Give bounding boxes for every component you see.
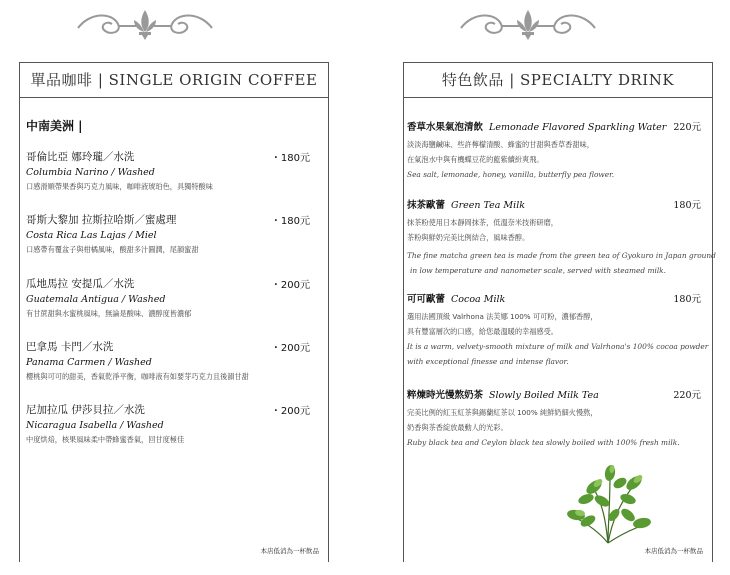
- coffee-price: ・200元: [270, 406, 310, 417]
- coffee-name: 哥倫比亞 娜玲瓏／水洗: [26, 151, 135, 163]
- panel-title: 特色飲品 | SPECIALTY DRINK: [404, 63, 712, 98]
- drink-item: [407, 197, 716, 278]
- coffee-description: 口感帶有覆盆子與柑橘風味，酸甜多汁圓潤，尾韻蜜甜: [26, 245, 199, 254]
- drink-en-description: [407, 248, 716, 278]
- coffee-item: [26, 149, 316, 192]
- coffee-item: [26, 276, 316, 319]
- coffee-description: 櫻桃與可可的甜美，香氣乾淨平衡，咖啡液有如要芽巧克力且後韻甘甜: [26, 372, 249, 381]
- drink-name: 可可歐蕾: [407, 294, 446, 305]
- coffee-price: ・200元: [270, 280, 310, 291]
- section-title: 中南美洲 |: [26, 119, 83, 133]
- coffee-price: ・180元: [270, 153, 310, 164]
- herb-illustration-icon: [564, 455, 652, 547]
- description-line: 茶粉與鮮奶完美比例結合，風味香醇。: [407, 233, 530, 242]
- drink-en-name: Green Tea Milk: [451, 200, 525, 211]
- drink-en-name: Slowly Boiled Milk Tea: [489, 390, 599, 401]
- coffee-name: 巴拿馬 卡門／水洗: [26, 341, 114, 353]
- coffee-price: ・180元: [270, 216, 310, 227]
- description-line: 淡淡海鹽鹹味、些許檸檬清酸、蜂蜜的甘甜與香草香甜味，: [407, 140, 594, 149]
- description-line: with exceptional finesse and intense flavor.: [407, 357, 569, 366]
- description-line: in low temperature and nanometer scale, served with steamed milk.: [410, 266, 667, 275]
- description-line: 選用法國頂級 Valrhona 法芙娜 100% 可可粉，濃郁香醇，: [407, 312, 598, 321]
- drink-zh-description: [407, 309, 703, 339]
- coffee-item: [26, 339, 316, 382]
- description-line: 具有豐富層次的口感，給您最溫暖的幸福感受。: [407, 327, 558, 336]
- coffee-item: [26, 402, 316, 445]
- coffee-item: [26, 212, 316, 255]
- coffee-name: 尼加拉瓜 伊莎貝拉／水洗: [26, 404, 145, 416]
- drink-item: [407, 119, 703, 182]
- coffee-en-name: Columbia Narino / Washed: [26, 167, 155, 178]
- drink-en-description: [407, 435, 703, 450]
- flourish-ornament-icon: [70, 6, 220, 42]
- coffee-en-name: Guatemala Antigua / Washed: [26, 294, 166, 305]
- flourish-ornament-icon: [453, 6, 603, 42]
- drink-en-description: [407, 167, 703, 182]
- coffee-price: ・200元: [270, 343, 310, 354]
- panel-title: 單品咖啡 | SINGLE ORIGIN COFFEE: [20, 63, 328, 98]
- coffee-en-name: Nicaragua Isabella / Washed: [26, 420, 164, 431]
- drink-price: 180元: [673, 200, 701, 211]
- coffee-description: 有甘蔗甜與水蜜桃風味，無論是酸味、濃醇度皆濃郁: [26, 309, 192, 318]
- description-line: 在氣泡水中與有機蝶豆花的藍紫續紛爽飛。: [407, 155, 544, 164]
- drink-name: 香草水果氣泡清飲: [407, 122, 484, 133]
- drink-name: 抹茶歐蕾: [407, 200, 446, 211]
- drink-en-description: [407, 339, 709, 369]
- drink-price: 220元: [673, 390, 701, 401]
- coffee-menu-panel: [19, 62, 329, 562]
- minimum-charge-note: 本店低消為一杯飲品: [644, 547, 703, 555]
- coffee-name: 哥斯大黎加 拉斯拉哈斯／蜜處理: [26, 214, 177, 226]
- drink-item: [407, 387, 703, 450]
- specialty-menu-panel: [403, 62, 716, 562]
- drink-en-name: Cocoa Milk: [451, 294, 506, 305]
- drink-item: [407, 291, 709, 369]
- drink-price: 220元: [673, 122, 701, 133]
- drink-en-name: Lemonade Flavored Sparkling Water: [489, 122, 667, 133]
- description-line: It is a warm, velvety-smooth mixture of milk and Valrhona's 100% cocoa powder: [407, 342, 709, 351]
- description-line: The fine matcha green tea is made from the green tea of Gyokuro in Japan ground: [407, 251, 716, 260]
- minimum-charge-note: 本店低消為一杯飲品: [260, 547, 319, 555]
- description-line: Ruby black tea and Ceylon black tea slowly boiled with 100% fresh milk.: [407, 438, 680, 447]
- drink-price: 180元: [673, 294, 701, 305]
- drink-zh-description: [407, 137, 703, 167]
- coffee-description: 口感滑順帶果香與巧克力風味，咖啡液琥珀色，具獨特酸味: [26, 182, 213, 191]
- description-line: 奶香與茶香綻放最動人的光彩。: [407, 423, 508, 432]
- coffee-en-name: Costa Rica Las Lajas / Miel: [26, 230, 157, 241]
- description-line: 完美比例的紅玉紅茶與錫蘭紅茶以 100% 純鮮奶細火慢熬，: [407, 408, 598, 417]
- coffee-description: 中度烘焙，核果風味柔中帶蜂蜜香氣，回甘度極佳: [26, 435, 185, 444]
- coffee-name: 瓜地馬拉 安提瓜／水洗: [26, 278, 135, 290]
- drink-zh-description: [407, 215, 703, 245]
- description-line: 抹茶粉使用日本靜岡抹茶，低溫奈米技術研磨，: [407, 218, 558, 227]
- drink-zh-description: [407, 405, 703, 435]
- description-line: Sea salt, lemonade, honey, vanilla, butterfly pea flower.: [407, 170, 615, 179]
- coffee-en-name: Panama Carmen / Washed: [26, 357, 152, 368]
- drink-name: 粹煉時光慢熬奶茶: [407, 390, 484, 401]
